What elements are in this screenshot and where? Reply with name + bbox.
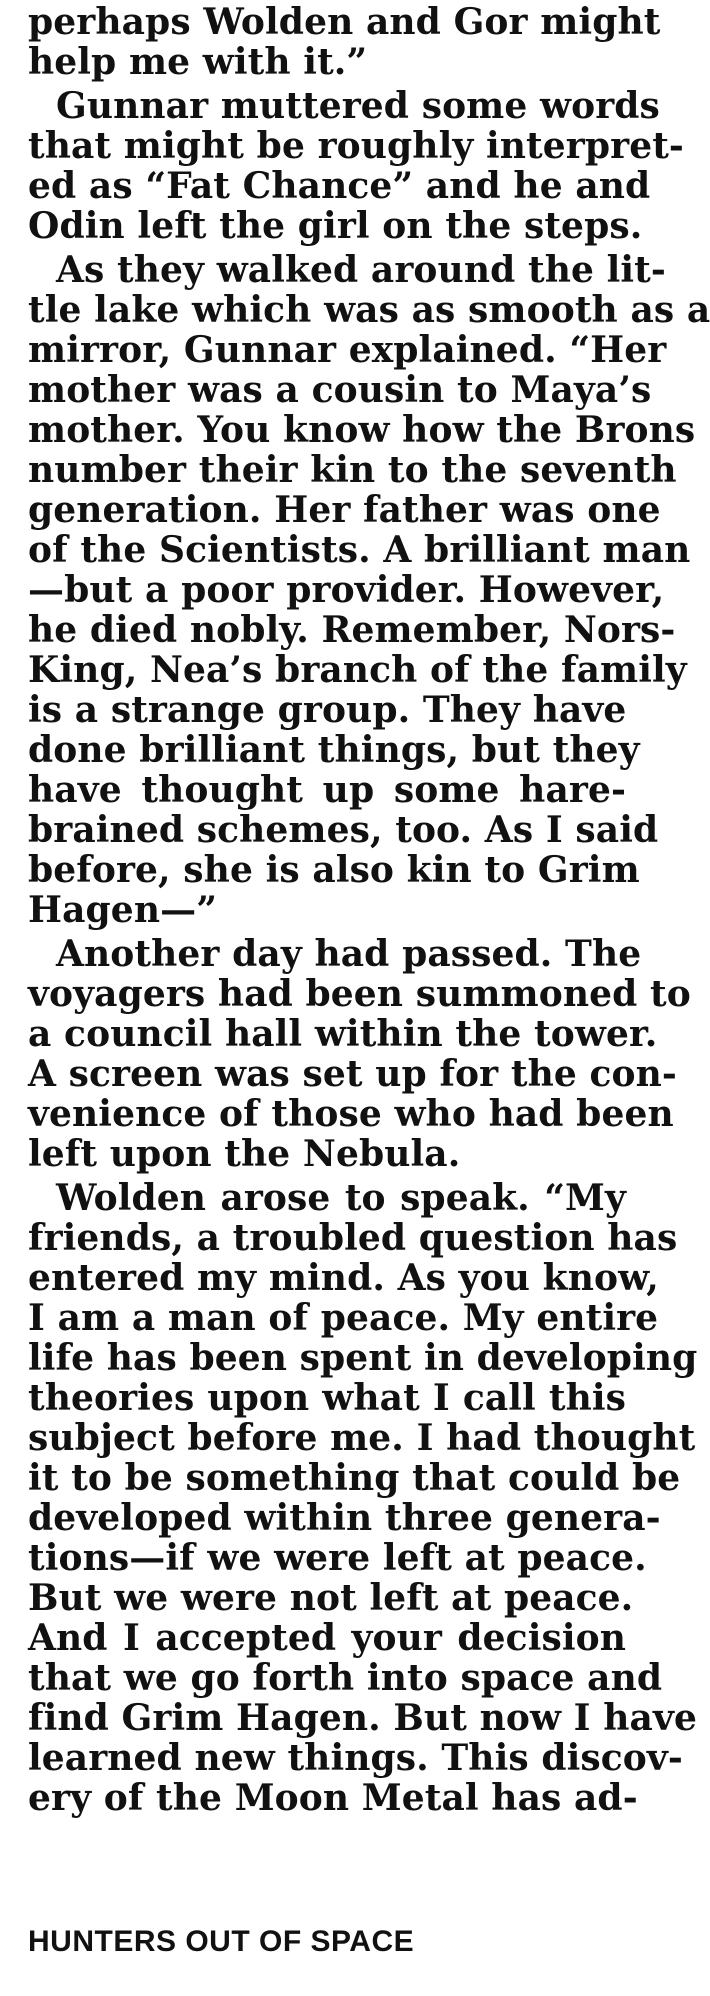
text-line: A screen was set up for the con- [28,1053,677,1095]
text-line: a council hall within the tower. [28,1013,658,1055]
paragraph [28,1177,698,1819]
running-footer-title: HUNTERS OUT OF SPACE [28,1925,415,1958]
text-line: Gunnar muttered some words [56,85,660,127]
paragraph [28,249,710,931]
text-line: he died nobly. Remember, Nors- [28,609,676,651]
text-line: have thought up some hare- [28,769,626,811]
text-line: friends, a troubled question has [28,1217,678,1259]
text-line: mother. You know how the Brons [28,409,696,451]
text-line: it to be something that could be [28,1457,681,1499]
text-column [28,1,710,1822]
text-line: venience of those who had been [28,1093,674,1135]
text-line: But we were not left at peace. [28,1577,634,1619]
text-line: of the Scientists. A brilliant man [28,529,691,571]
text-line: developed within three genera- [28,1497,661,1539]
text-line: And I accepted your decision [28,1617,626,1659]
paragraph [28,85,684,247]
text-line: left upon the Nebula. [28,1133,461,1175]
text-line: Another day had passed. The [56,933,642,975]
text-line: done brilliant things, but they [28,729,640,771]
text-line: tle lake which was as smooth as a [28,289,710,331]
text-line: brained schemes, too. As I said [28,809,659,851]
text-line: is a strange group. They have [28,689,627,731]
text-line: Wolden arose to speak. “My [56,1177,626,1219]
text-line: help me with it.” [28,41,368,83]
text-line: King, Nea’s branch of the family [28,649,687,691]
text-line: I am a man of peace. My entire [28,1297,659,1339]
text-line: mother was a cousin to Maya’s [28,369,652,411]
text-line: entered my mind. As you know, [28,1257,659,1299]
paragraph [28,1,661,83]
text-line: tions—if we were left at peace. [28,1537,647,1579]
text-line: ery of the Moon Metal has ad- [28,1777,638,1819]
text-line: —but a poor provider. However, [28,569,665,611]
text-line: find Grim Hagen. But now I have [28,1697,697,1739]
text-line: Hagen—” [28,889,217,931]
text-line: As they walked around the lit- [56,249,666,291]
text-line: theories upon what I call this [28,1377,626,1419]
text-line: ed as “Fat Chance” and he and [28,165,651,207]
paragraph [28,933,691,1175]
text-line: perhaps Wolden and Gor might [28,1,661,43]
text-line: learned new things. This discov- [28,1737,683,1779]
text-line: voyagers had been summoned to [28,973,691,1015]
text-line: subject before me. I had thought [28,1417,696,1459]
text-line: generation. Her father was one [28,489,661,531]
text-line: before, she is also kin to Grim [28,849,640,891]
text-line: life has been spent in developing [28,1337,698,1379]
text-line: Odin left the girl on the steps. [28,205,643,247]
text-line: that might be roughly interpret- [28,125,684,167]
text-line: number their kin to the seventh [28,449,677,491]
text-line: mirror, Gunnar explained. “Her [28,329,667,371]
text-line: that we go forth into space and [28,1657,663,1699]
